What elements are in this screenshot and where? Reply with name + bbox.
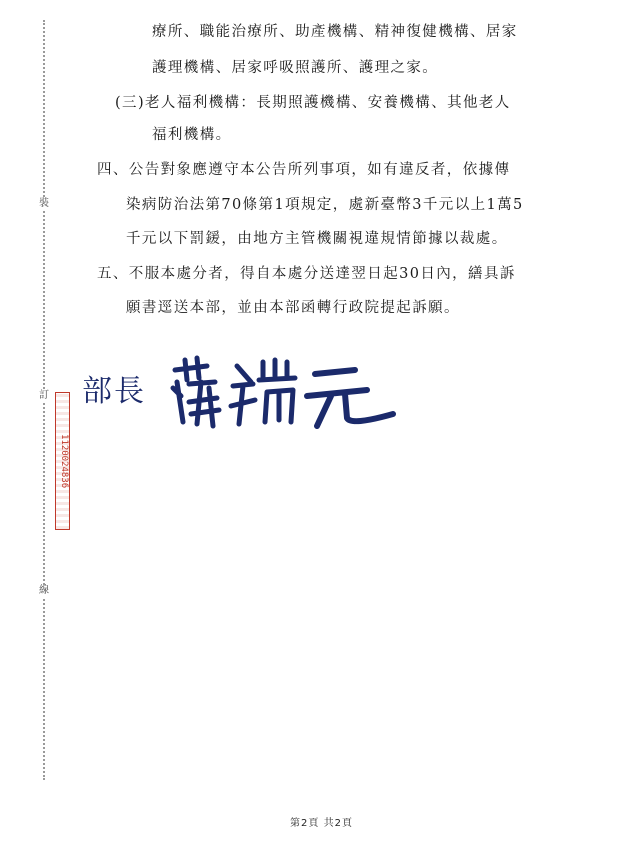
signature-title: 部長: [82, 374, 146, 409]
body-line: (三)老人福利機構：長期照護機構、安養機構、其他老人: [115, 95, 511, 111]
document-number-stamp: 1120024836: [55, 392, 70, 530]
body-line: 福利機構。: [152, 127, 232, 143]
body-line: 願書逕送本部，並由本部函轉行政院提起訴願。: [126, 300, 460, 316]
body-line: 療所、職能治療所、助產機構、精神復健機構、居家: [152, 24, 518, 40]
page-number: 第2頁 共2頁: [290, 818, 353, 829]
body-line: 千元以下罰鍰，由地方主管機關視違規情節據以裁處。: [126, 231, 508, 247]
body-line: 護理機構、居家呼吸照護所、護理之家。: [152, 60, 439, 76]
binding-char-middle: 訂: [39, 390, 49, 401]
body-line: 染病防治法第70條第1項規定，處新臺幣3千元以上1萬5: [126, 197, 524, 213]
binding-char-bottom: 線: [39, 585, 49, 596]
minister-signature: [82, 352, 402, 432]
signature-name-image: [167, 352, 397, 432]
body-line: 五、不服本處分者，得自本處分送達翌日起30日內，繕具訴: [97, 266, 516, 282]
body-line: 四、公告對象應遵守本公告所列事項，如有違反者，依據傳: [97, 162, 511, 178]
binding-char-top: 裝: [39, 198, 49, 209]
